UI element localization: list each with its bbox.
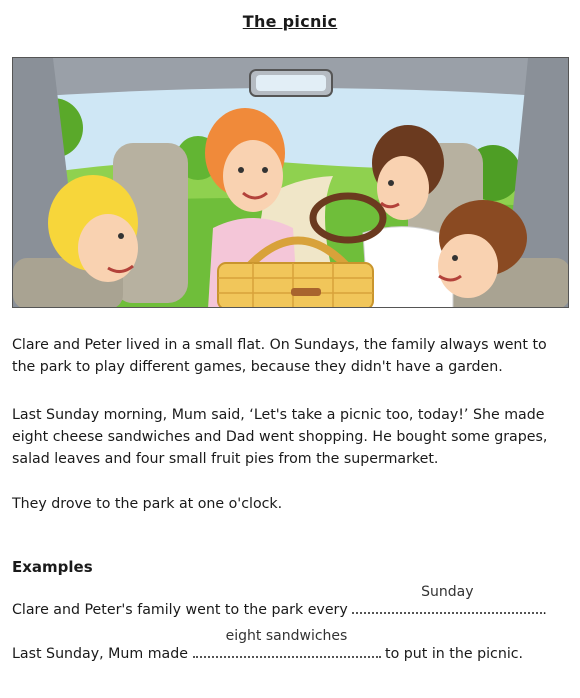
example-2-before: Last Sunday, Mum made: [12, 646, 188, 662]
example-1-after: .: [542, 602, 547, 618]
example-1-answer-field[interactable]: [352, 584, 542, 614]
example-2-answer: eight sandwiches: [225, 628, 348, 644]
page-title: The picnic: [242, 12, 338, 31]
paragraph-1: Clare and Peter lived in a small flat. On Sundays, the family always went to the park to play different games, because they didn't have a garden.: [12, 337, 547, 375]
paragraph-2: Last Sunday morning, Mum said, ‘Let's take a picnic too, today!’ She made eight cheese sandwiches and Dad went shopping. He bought some grapes, salad leaves and four small fruit pies from the supermarket.: [12, 407, 548, 467]
example-1-answer: Sunday: [421, 584, 474, 600]
example-sentence-2: [12, 628, 524, 662]
example-sentence-1: [12, 584, 547, 618]
paragraph-3: They drove to the park at one o'clock.: [12, 496, 283, 512]
example-1-before: Clare and Peter's family went to the park every: [12, 602, 348, 618]
example-2-answer-field[interactable]: [193, 628, 381, 658]
examples-heading: Examples: [12, 558, 93, 576]
example-2-after: to put in the picnic.: [385, 646, 524, 662]
car-picnic-illustration: [12, 57, 569, 308]
